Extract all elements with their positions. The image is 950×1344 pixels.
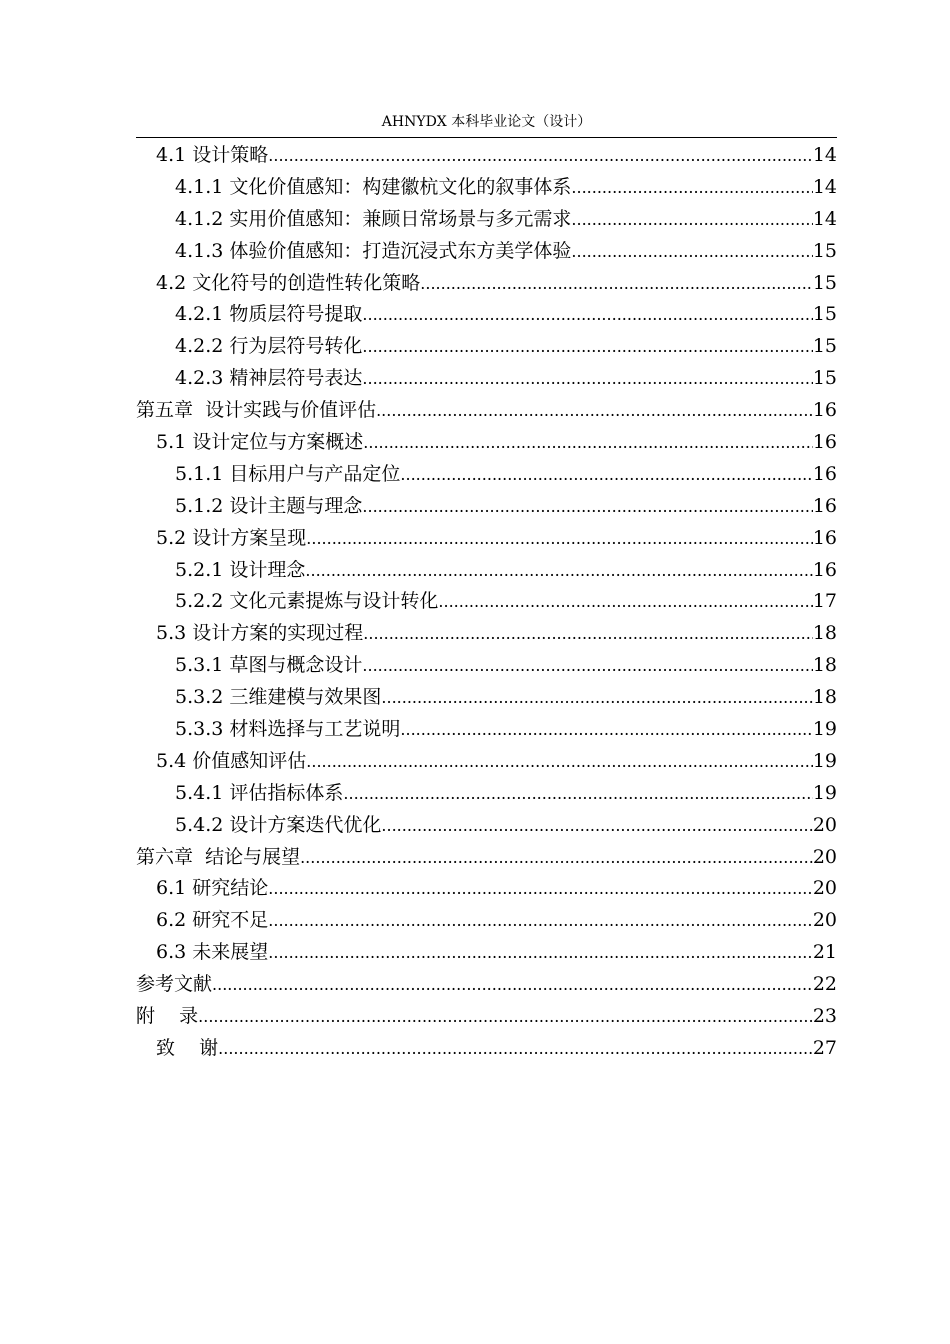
toc-page-number: 16 <box>812 462 837 485</box>
toc-dot-leader <box>306 746 813 778</box>
toc-page-number: 20 <box>812 813 837 836</box>
toc-entry-label: 4.1.3 体验价值感知：打造沉浸式东方美学体验 <box>175 239 572 262</box>
toc-page-number: 19 <box>812 781 837 804</box>
toc-entry-label: 4.2 文化符号的创造性转化策略 <box>156 271 421 294</box>
toc-entry-label: 5.4 价值感知评估 <box>156 749 307 772</box>
toc-entry[interactable] <box>136 299 837 331</box>
toc-entry-label: 4.2.2 行为层符号转化 <box>175 335 363 358</box>
toc-entry[interactable] <box>136 810 837 842</box>
toc-dot-leader <box>362 331 812 363</box>
toc-dot-leader <box>362 491 812 523</box>
toc-page-number: 14 <box>812 175 837 198</box>
toc-dot-leader <box>268 905 813 937</box>
toc-entry[interactable] <box>136 746 837 778</box>
toc-entry-label: 5.1 设计定位与方案概述 <box>156 431 364 454</box>
toc-page-number: 16 <box>812 558 837 581</box>
toc-entry-label: 5.4.2 设计方案迭代优化 <box>175 813 382 836</box>
toc-entry-label: 5.3.3 材料选择与工艺说明 <box>175 718 401 741</box>
toc-entry-label: 5.2.2 文化元素提炼与设计转化 <box>175 590 439 613</box>
toc-entry-label: 5.1.2 设计主题与理念 <box>175 494 363 517</box>
toc-dot-leader <box>571 236 812 268</box>
toc-entry[interactable] <box>136 268 837 300</box>
toc-page-number: 19 <box>812 718 837 741</box>
toc-page-number: 18 <box>812 622 837 645</box>
toc-page-number: 16 <box>812 526 837 549</box>
toc-dot-leader <box>198 1001 813 1033</box>
toc-entry-label: 5.3.2 三维建模与效果图 <box>175 686 382 709</box>
toc-entry[interactable] <box>136 905 837 937</box>
toc-dot-leader <box>438 586 812 618</box>
toc-dot-leader <box>400 714 812 746</box>
toc-entry[interactable] <box>136 523 837 555</box>
toc-entry[interactable] <box>136 586 837 618</box>
toc-entry-label: 第六章 结论与展望 <box>136 845 301 868</box>
toc-entry-label: 4.2.3 精神层符号表达 <box>175 367 363 390</box>
toc-dot-leader <box>343 778 812 810</box>
toc-entry-label: 6.1 研究结论 <box>156 877 269 900</box>
toc-page-number: 23 <box>812 1005 837 1028</box>
toc-page-number: 27 <box>812 1036 837 1059</box>
toc-entry-label: 第五章 设计实践与价值评估 <box>136 399 377 422</box>
toc-dot-leader <box>218 1033 813 1065</box>
toc-entry[interactable] <box>136 555 837 587</box>
toc-entry-label: 4.2.1 物质层符号提取 <box>175 303 363 326</box>
toc-page-number: 16 <box>812 431 837 454</box>
toc-page-number: 15 <box>812 239 837 262</box>
toc-dot-leader <box>268 873 813 905</box>
toc-entry-label: 6.2 研究不足 <box>156 909 269 932</box>
page-header <box>136 112 837 138</box>
toc-entry-label: 5.1.1 目标用户与产品定位 <box>175 462 401 485</box>
toc-entry-label: 6.3 未来展望 <box>156 941 269 964</box>
toc-entry-label: 5.3 设计方案的实现过程 <box>156 622 364 645</box>
toc-dot-leader <box>362 363 812 395</box>
toc-entry[interactable] <box>136 618 837 650</box>
toc-dot-leader <box>362 650 812 682</box>
toc-entry[interactable] <box>136 778 837 810</box>
toc-page-number: 16 <box>812 399 837 422</box>
toc-dot-leader <box>363 427 813 459</box>
toc-dot-leader <box>300 842 813 874</box>
toc-entry[interactable] <box>136 969 837 1001</box>
toc-entry[interactable] <box>136 427 837 459</box>
toc-entry[interactable] <box>136 140 837 172</box>
toc-entry[interactable] <box>136 172 837 204</box>
toc-entry[interactable] <box>136 395 837 427</box>
toc-entry[interactable] <box>136 650 837 682</box>
toc-page-number: 18 <box>812 686 837 709</box>
toc-page-number: 19 <box>812 749 837 772</box>
toc-entry[interactable] <box>136 236 837 268</box>
toc-page-number: 15 <box>812 367 837 390</box>
toc-page-number: 20 <box>812 877 837 900</box>
toc-page-number: 20 <box>812 909 837 932</box>
toc-dot-leader <box>571 204 812 236</box>
toc-entry-label: 附 录 <box>136 1005 199 1028</box>
toc-page-number: 21 <box>812 941 837 964</box>
toc-dot-leader <box>363 618 813 650</box>
toc-dot-leader <box>381 682 812 714</box>
toc-page-number: 15 <box>812 271 837 294</box>
toc-entry[interactable] <box>136 1001 837 1033</box>
toc-entry[interactable] <box>136 682 837 714</box>
toc-entry[interactable] <box>136 714 837 746</box>
toc-entry-label: 4.1.1 文化价值感知：构建徽杭文化的叙事体系 <box>175 175 572 198</box>
toc-entry[interactable] <box>136 842 837 874</box>
toc-page-number: 14 <box>812 207 837 230</box>
toc-page-number: 15 <box>812 303 837 326</box>
toc-entry[interactable] <box>136 491 837 523</box>
toc-dot-leader <box>268 937 813 969</box>
toc-entry[interactable] <box>136 1033 837 1065</box>
toc-entry[interactable] <box>136 363 837 395</box>
toc-dot-leader <box>376 395 813 427</box>
toc-dot-leader <box>420 268 813 300</box>
header-title: AHNYDX 本科毕业论文（设计） <box>381 114 592 130</box>
toc-entry-label: 5.4.1 评估指标体系 <box>175 781 344 804</box>
toc-page-number: 16 <box>812 494 837 517</box>
toc-entry[interactable] <box>136 459 837 491</box>
toc-page-number: 18 <box>812 654 837 677</box>
toc-entry-label: 5.2.1 设计理念 <box>175 558 306 581</box>
toc-dot-leader <box>305 555 812 587</box>
toc-entry[interactable] <box>136 204 837 236</box>
toc-dot-leader <box>381 810 812 842</box>
toc-entry-label: 5.2 设计方案呈现 <box>156 526 307 549</box>
toc-page-number: 20 <box>812 845 837 868</box>
toc-entry[interactable] <box>136 937 837 969</box>
toc-entry-label: 4.1.2 实用价值感知：兼顾日常场景与多元需求 <box>175 207 572 230</box>
toc-dot-leader <box>306 523 813 555</box>
table-of-contents <box>136 140 837 1065</box>
toc-entry[interactable] <box>136 331 837 363</box>
toc-entry-label: 5.3.1 草图与概念设计 <box>175 654 363 677</box>
toc-entry-label: 4.1 设计策略 <box>156 144 269 166</box>
toc-page-number: 17 <box>812 590 837 613</box>
toc-dot-leader <box>400 459 812 491</box>
toc-entry-label: 致 谢 <box>156 1036 219 1059</box>
toc-dot-leader <box>268 140 813 172</box>
toc-page-number: 15 <box>812 335 837 358</box>
toc-dot-leader <box>362 299 812 331</box>
toc-page-number: 14 <box>812 144 837 166</box>
toc-dot-leader <box>571 172 812 204</box>
toc-entry[interactable] <box>136 873 837 905</box>
toc-dot-leader <box>212 969 813 1001</box>
toc-page-number: 22 <box>812 973 837 996</box>
toc-entry-label: 参考文献 <box>136 973 213 996</box>
